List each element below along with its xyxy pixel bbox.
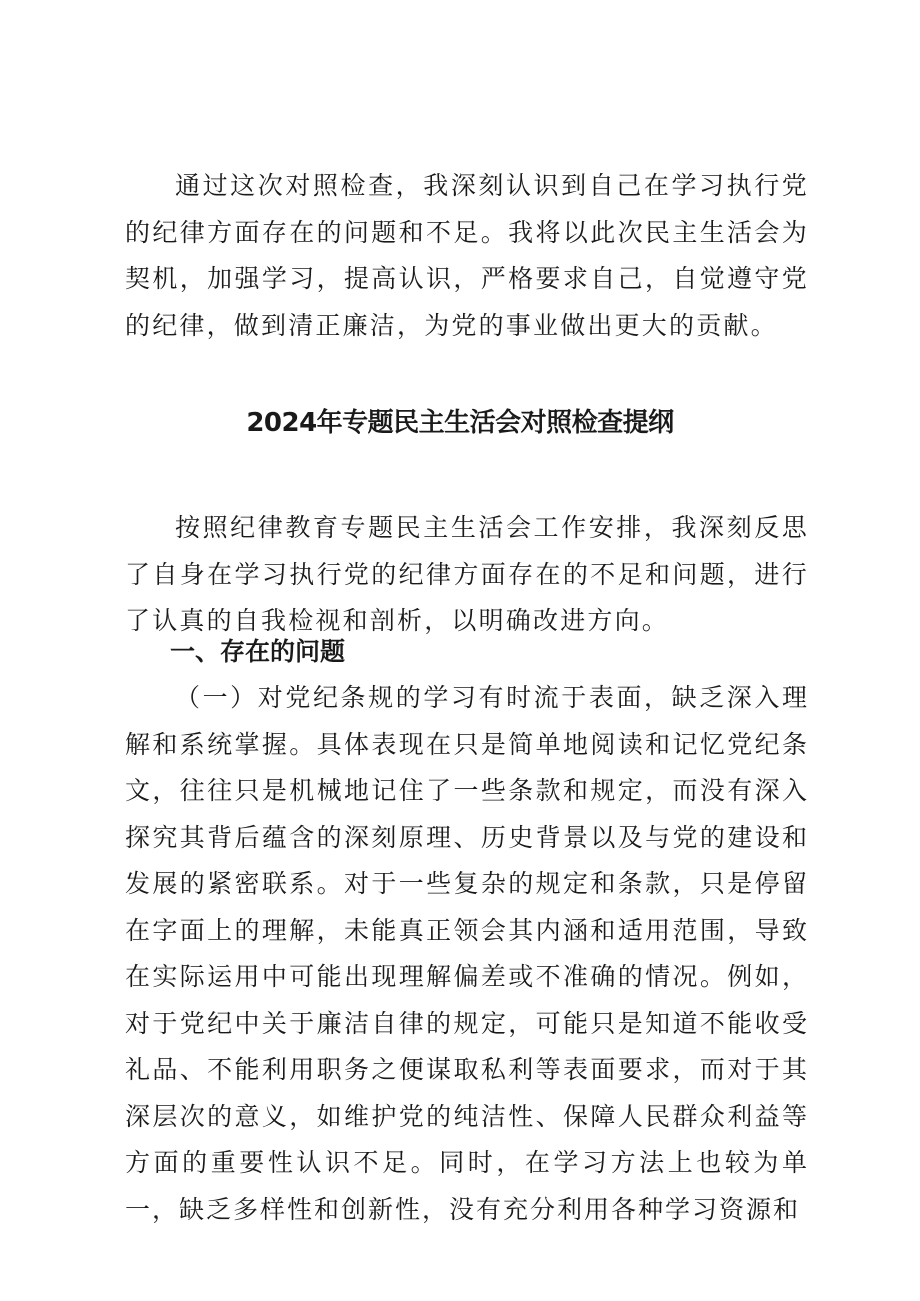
closing-paragraph: 通过这次对照检查，我深刻认识到自己在学习执行党的纪律方面存在的问题和不足。我将以此次民主生活会为契机，加强学习，提高认识，严格要求自己，自觉遵守党的纪律，做到清正廉洁，为党的事业做出更大的贡献。	[125, 171, 809, 340]
issue-paragraph: （一）对党纪条规的学习有时流于表面，缺乏深入理解和系统掌握。具体表现在只是简单地阅读和记忆党纪条文，往往只是机械地记住了一些条款和规定，而没有深入探究其背后蕴含的深刻原理、历史背景以及与党的建设和发展的紧密联系。对于一些复杂的规定和条款，只是停留在字面上的理解，未能真正领会其内涵和适用范围，导致在实际运用中可能出现理解偏差或不准确的情况。例如，对于党纪中关于廉洁自律的规定，可能只是知道不能收受礼品、不能利用职务之便谋取私利等表面要求，而对于其深层次的意义，如维护党的纯洁性、保障人民群众利益等方面的重要性认识不足。同时，在学习方法上也较为单一，缺乏多样性和创新性，没有充分利用各种学习资源和	[125, 683, 809, 1224]
section-heading: 一、存在的问题	[170, 637, 346, 666]
intro-paragraph: 按照纪律教育专题民主生活会工作安排，我深刻反思了自身在学习执行党的纪律方面存在的不足和问题，进行了认真的自我检视和剖析，以明确改进方向。	[125, 513, 809, 635]
document-title: 2024年专题民主生活会对照检查提纲	[246, 408, 674, 438]
